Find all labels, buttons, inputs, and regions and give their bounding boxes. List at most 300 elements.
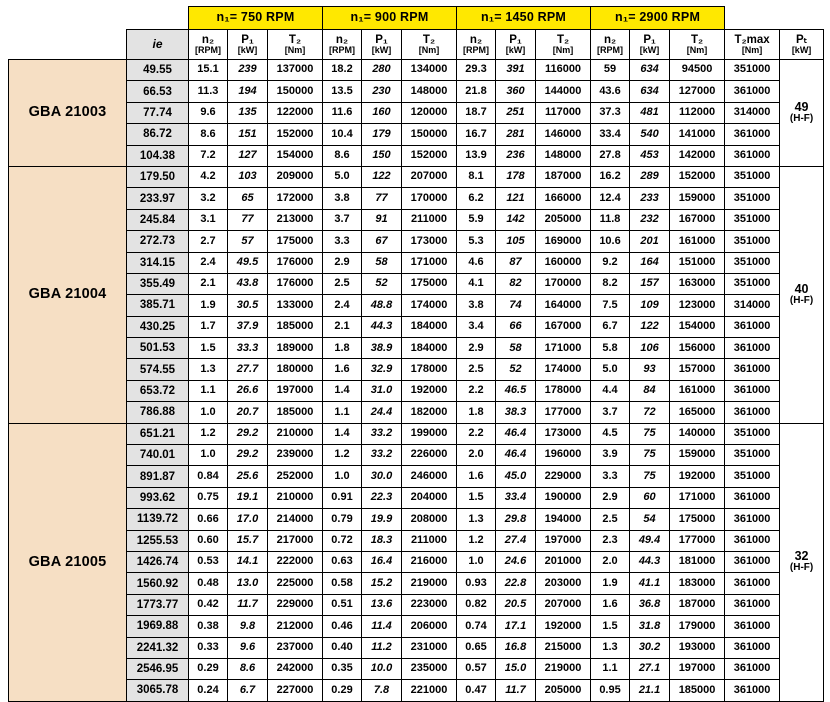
t2-cell-1450: 192000: [536, 616, 591, 637]
t2-cell-750: 252000: [268, 466, 323, 487]
n2-cell-750: 0.38: [189, 616, 228, 637]
t2-cell-1450: 171000: [536, 338, 591, 359]
n2-cell-2900: 4.4: [591, 380, 630, 401]
table-row: [9, 594, 824, 615]
speed-group-900: n₁= 900 RPM: [323, 7, 457, 30]
t2max-cell: 351000: [725, 166, 780, 187]
n2-unit-2900: [RPM]: [597, 44, 624, 55]
n2-cell-900: 3.7: [323, 209, 362, 230]
n2-cell-900: 2.5: [323, 273, 362, 294]
t2max-cell: 351000: [725, 209, 780, 230]
p1-cell-900: 7.8: [362, 680, 402, 701]
p1-cell-2900: 93: [630, 359, 670, 380]
ie-value-cell: 3065.78: [127, 680, 189, 701]
n2-cell-750: 0.75: [189, 487, 228, 508]
p1-cell-1450: 24.6: [496, 551, 536, 572]
ie-value-cell: 179.50: [127, 166, 189, 187]
p1-cell-2900: 540: [630, 124, 670, 145]
n2-cell-2900: 2.9: [591, 487, 630, 508]
t2-cell-2900: 167000: [670, 209, 725, 230]
p1-cell-900: 48.8: [362, 295, 402, 316]
n2-cell-900: 2.1: [323, 316, 362, 337]
p1-cell-1450: 178: [496, 166, 536, 187]
table-row: [9, 81, 824, 102]
t2-cell-2900: 94500: [670, 60, 725, 81]
n2-cell-750: 7.2: [189, 145, 228, 166]
table-row: [9, 102, 824, 123]
n2-cell-2900: 1.5: [591, 616, 630, 637]
p1-cell-1450: 16.8: [496, 637, 536, 658]
n2-cell-1450: 13.9: [457, 145, 496, 166]
p1-cell-750: 194: [228, 81, 268, 102]
p1-header-1450: [496, 30, 536, 60]
p1-cell-1450: 66: [496, 316, 536, 337]
p1-cell-750: 6.7: [228, 680, 268, 701]
table-header: [9, 7, 824, 60]
t2-cell-900: 207000: [402, 166, 457, 187]
n2-cell-900: 5.0: [323, 166, 362, 187]
n2-cell-2900: 3.9: [591, 445, 630, 466]
t2-cell-2900: 154000: [670, 316, 725, 337]
ie-value-cell: 1255.53: [127, 530, 189, 551]
ie-value-cell: 993.62: [127, 487, 189, 508]
speed-group-750: n₁= 750 RPM: [189, 7, 323, 30]
t2-cell-900: 173000: [402, 231, 457, 252]
t2max-cell: 351000: [725, 231, 780, 252]
n2-cell-750: 1.2: [189, 423, 228, 444]
p1-cell-750: 20.7: [228, 402, 268, 423]
n2-cell-750: 0.66: [189, 509, 228, 530]
t2-cell-2900: 152000: [670, 166, 725, 187]
t2-cell-1450: 219000: [536, 658, 591, 679]
t2-cell-900: 235000: [402, 658, 457, 679]
p1-cell-2900: 75: [630, 423, 670, 444]
ie-value-cell: 786.88: [127, 402, 189, 423]
n2-cell-2900: 8.2: [591, 273, 630, 294]
p1-cell-1450: 17.1: [496, 616, 536, 637]
gearbox-rating-table: [8, 6, 824, 702]
n2-cell-1450: 0.47: [457, 680, 496, 701]
ie-value-cell: 49.55: [127, 60, 189, 81]
n2-cell-900: 10.4: [323, 124, 362, 145]
p1-cell-1450: 121: [496, 188, 536, 209]
t2-cell-2900: 156000: [670, 338, 725, 359]
t2-cell-1450: 174000: [536, 359, 591, 380]
t2-label-1450: T₂: [556, 33, 570, 46]
n2-cell-900: 0.46: [323, 616, 362, 637]
t2-cell-900: 178000: [402, 359, 457, 380]
n2-cell-750: 2.1: [189, 273, 228, 294]
table-row: [9, 252, 824, 273]
table-row: [9, 359, 824, 380]
speed-group-2900: n₁= 2900 RPM: [591, 7, 725, 30]
p1-cell-900: 33.2: [362, 423, 402, 444]
n2-cell-900: 11.6: [323, 102, 362, 123]
p1-cell-1450: 87: [496, 252, 536, 273]
t2-cell-750: 176000: [268, 273, 323, 294]
t2-cell-750: 152000: [268, 124, 323, 145]
p1-cell-900: 13.6: [362, 594, 402, 615]
n2-cell-1450: 1.6: [457, 466, 496, 487]
n2-cell-750: 1.3: [189, 359, 228, 380]
table-row: [9, 295, 824, 316]
model-name-cell: GBA 21005: [9, 423, 127, 701]
t2-cell-2900: 112000: [670, 102, 725, 123]
t2max-cell: 361000: [725, 487, 780, 508]
table-body: [9, 60, 824, 702]
p1-cell-900: 24.4: [362, 402, 402, 423]
p1-cell-900: 52: [362, 273, 402, 294]
n2-header-2900: [591, 30, 630, 60]
table-row: [9, 145, 824, 166]
ie-value-cell: 651.21: [127, 423, 189, 444]
t2-cell-1450: 215000: [536, 637, 591, 658]
n2-unit-900: [RPM]: [329, 44, 355, 55]
n2-cell-2900: 2.5: [591, 509, 630, 530]
n2-cell-900: 0.35: [323, 658, 362, 679]
n2-cell-1450: 2.0: [457, 445, 496, 466]
p1-cell-900: 11.2: [362, 637, 402, 658]
p1-cell-2900: 72: [630, 402, 670, 423]
n2-cell-1450: 0.93: [457, 573, 496, 594]
t2max-cell: 361000: [725, 402, 780, 423]
t2max-unit: [Nm]: [741, 44, 763, 55]
p1-cell-900: 18.3: [362, 530, 402, 551]
p1-cell-2900: 481: [630, 102, 670, 123]
p1-cell-2900: 122: [630, 316, 670, 337]
t2max-cell: 361000: [725, 637, 780, 658]
n2-cell-900: 13.5: [323, 81, 362, 102]
n2-cell-750: 2.4: [189, 252, 228, 273]
ie-value-cell: 233.97: [127, 188, 189, 209]
ie-value-cell: 1773.77: [127, 594, 189, 615]
p1-header-750: [228, 30, 268, 60]
t2max-cell: 361000: [725, 616, 780, 637]
n2-cell-750: 0.84: [189, 466, 228, 487]
t2-header-900: [402, 30, 457, 60]
n2-cell-2900: 0.95: [591, 680, 630, 701]
t2-cell-1450: 197000: [536, 530, 591, 551]
t2-cell-900: 192000: [402, 380, 457, 401]
p1-cell-1450: 22.8: [496, 573, 536, 594]
p1-header-2900: [630, 30, 670, 60]
ie-value-cell: 1560.92: [127, 573, 189, 594]
t2-cell-1450: 148000: [536, 145, 591, 166]
p1-cell-750: 65: [228, 188, 268, 209]
p1-cell-2900: 60: [630, 487, 670, 508]
ie-value-cell: 1139.72: [127, 509, 189, 530]
n2-cell-750: 4.2: [189, 166, 228, 187]
n2-header-750: [189, 30, 228, 60]
t2-cell-1450: 190000: [536, 487, 591, 508]
p1-cell-750: 26.6: [228, 380, 268, 401]
table-row: [9, 551, 824, 572]
t2max-cell: 361000: [725, 594, 780, 615]
n2-cell-750: 1.9: [189, 295, 228, 316]
t2-cell-750: 227000: [268, 680, 323, 701]
header-spacer-right: [725, 7, 824, 30]
p1-cell-900: 160: [362, 102, 402, 123]
n2-cell-1450: 21.8: [457, 81, 496, 102]
t2-cell-1450: 146000: [536, 124, 591, 145]
t2max-label: T₂max: [734, 33, 770, 46]
ie-value-cell: 66.53: [127, 81, 189, 102]
n2-cell-750: 2.7: [189, 231, 228, 252]
t2-cell-750: 150000: [268, 81, 323, 102]
n2-cell-1450: 1.5: [457, 487, 496, 508]
pt-sub-label: (H-F): [789, 113, 814, 125]
p1-cell-750: 29.2: [228, 423, 268, 444]
table-row: [9, 509, 824, 530]
n2-cell-1450: 0.57: [457, 658, 496, 679]
p1-cell-2900: 75: [630, 445, 670, 466]
n2-cell-900: 0.40: [323, 637, 362, 658]
n2-header-900: [323, 30, 362, 60]
table-row: [9, 530, 824, 551]
p1-cell-900: 19.9: [362, 509, 402, 530]
n2-cell-2900: 16.2: [591, 166, 630, 187]
n2-cell-1450: 2.9: [457, 338, 496, 359]
p1-cell-1450: 46.4: [496, 445, 536, 466]
pt-value-cell: [780, 60, 824, 167]
n2-cell-900: 1.1: [323, 402, 362, 423]
p1-cell-1450: 20.5: [496, 594, 536, 615]
t2-cell-2900: 171000: [670, 487, 725, 508]
p1-cell-750: 11.7: [228, 594, 268, 615]
p1-cell-1450: 11.7: [496, 680, 536, 701]
ie-value-cell: 574.55: [127, 359, 189, 380]
t2-label-900: T₂: [422, 33, 436, 46]
p1-cell-900: 122: [362, 166, 402, 187]
column-header-row: [9, 30, 824, 60]
t2-cell-2900: 159000: [670, 445, 725, 466]
n2-cell-1450: 5.9: [457, 209, 496, 230]
p1-cell-1450: 251: [496, 102, 536, 123]
n2-cell-750: 0.24: [189, 680, 228, 701]
n2-cell-750: 3.2: [189, 188, 228, 209]
n2-unit-1450: [RPM]: [463, 44, 489, 55]
t2-cell-1450: 167000: [536, 316, 591, 337]
t2-cell-750: 185000: [268, 316, 323, 337]
p1-cell-1450: 74: [496, 295, 536, 316]
t2-cell-2900: 151000: [670, 252, 725, 273]
n2-label-900: n₂: [335, 33, 349, 46]
p1-cell-750: 15.7: [228, 530, 268, 551]
n2-cell-2900: 11.8: [591, 209, 630, 230]
n2-cell-1450: 4.6: [457, 252, 496, 273]
t2max-cell: 361000: [725, 509, 780, 530]
n2-cell-1450: 1.2: [457, 530, 496, 551]
n2-cell-2900: 4.5: [591, 423, 630, 444]
n2-cell-1450: 1.3: [457, 509, 496, 530]
n2-cell-900: 2.4: [323, 295, 362, 316]
p1-cell-2900: 233: [630, 188, 670, 209]
n2-cell-1450: 5.3: [457, 231, 496, 252]
t2-cell-1450: 187000: [536, 166, 591, 187]
ie-value-cell: 1969.88: [127, 616, 189, 637]
t2-cell-1450: 173000: [536, 423, 591, 444]
t2max-cell: 351000: [725, 188, 780, 209]
p1-cell-900: 179: [362, 124, 402, 145]
p1-cell-2900: 453: [630, 145, 670, 166]
p1-cell-750: 8.6: [228, 658, 268, 679]
p1-cell-1450: 360: [496, 81, 536, 102]
n2-cell-900: 1.6: [323, 359, 362, 380]
ie-value-cell: 104.38: [127, 145, 189, 166]
t2max-cell: 361000: [725, 359, 780, 380]
n2-cell-1450: 0.74: [457, 616, 496, 637]
p1-cell-900: 91: [362, 209, 402, 230]
p1-unit-750: [kW]: [237, 44, 258, 55]
p1-cell-900: 32.9: [362, 359, 402, 380]
t2-cell-2900: 192000: [670, 466, 725, 487]
p1-unit-1450: [kW]: [505, 44, 526, 55]
t2-cell-1450: 194000: [536, 509, 591, 530]
n2-cell-900: 0.91: [323, 487, 362, 508]
t2max-cell: 351000: [725, 445, 780, 466]
t2-cell-900: 211000: [402, 530, 457, 551]
p1-header-900: [362, 30, 402, 60]
t2-cell-900: 148000: [402, 81, 457, 102]
n2-cell-900: 1.8: [323, 338, 362, 359]
table-row: [9, 573, 824, 594]
p1-cell-900: 230: [362, 81, 402, 102]
n2-cell-750: 0.42: [189, 594, 228, 615]
t2-cell-900: 219000: [402, 573, 457, 594]
n2-cell-2900: 1.9: [591, 573, 630, 594]
p1-cell-750: 13.0: [228, 573, 268, 594]
pt-label: Pₜ: [796, 33, 808, 46]
p1-cell-1450: 105: [496, 231, 536, 252]
t2-cell-900: 231000: [402, 637, 457, 658]
p1-cell-2900: 30.2: [630, 637, 670, 658]
p1-cell-750: 103: [228, 166, 268, 187]
table-row: [9, 680, 824, 701]
t2max-cell: 361000: [725, 658, 780, 679]
p1-cell-900: 10.0: [362, 658, 402, 679]
t2-cell-1450: 164000: [536, 295, 591, 316]
n2-cell-900: 0.72: [323, 530, 362, 551]
n2-cell-1450: 2.2: [457, 423, 496, 444]
n2-cell-1450: 0.65: [457, 637, 496, 658]
n2-cell-1450: 6.2: [457, 188, 496, 209]
n2-cell-1450: 3.4: [457, 316, 496, 337]
n2-label-1450: n₂: [469, 33, 483, 46]
t2-cell-1450: 166000: [536, 188, 591, 209]
n2-cell-2900: 1.3: [591, 637, 630, 658]
header-spacer: [9, 7, 189, 30]
t2-label-750: T₂: [288, 33, 302, 46]
t2-cell-750: 225000: [268, 573, 323, 594]
ie-value-cell: 501.53: [127, 338, 189, 359]
t2-header-750: [268, 30, 323, 60]
n2-cell-750: 1.5: [189, 338, 228, 359]
p1-cell-750: 77: [228, 209, 268, 230]
t2max-cell: 351000: [725, 423, 780, 444]
p1-cell-2900: 31.8: [630, 616, 670, 637]
table-row: [9, 316, 824, 337]
n2-cell-900: 3.3: [323, 231, 362, 252]
t2-cell-900: 120000: [402, 102, 457, 123]
n2-cell-750: 9.6: [189, 102, 228, 123]
t2-cell-750: 242000: [268, 658, 323, 679]
t2-cell-900: 246000: [402, 466, 457, 487]
t2-cell-900: 199000: [402, 423, 457, 444]
p1-cell-2900: 54: [630, 509, 670, 530]
ie-value-cell: 740.01: [127, 445, 189, 466]
n2-cell-750: 0.48: [189, 573, 228, 594]
t2max-cell: 351000: [725, 252, 780, 273]
p1-cell-900: 67: [362, 231, 402, 252]
ie-value-cell: 245.84: [127, 209, 189, 230]
t2-cell-750: 189000: [268, 338, 323, 359]
t2-cell-750: 237000: [268, 637, 323, 658]
t2-cell-900: 223000: [402, 594, 457, 615]
n2-unit-750: [RPM]: [195, 44, 221, 55]
p1-cell-2900: 49.4: [630, 530, 670, 551]
t2max-cell: 361000: [725, 380, 780, 401]
p1-cell-900: 33.2: [362, 445, 402, 466]
t2-cell-900: 206000: [402, 616, 457, 637]
n2-cell-900: 0.58: [323, 573, 362, 594]
p1-cell-750: 9.8: [228, 616, 268, 637]
n2-cell-2900: 3.3: [591, 466, 630, 487]
t2max-cell: 361000: [725, 551, 780, 572]
speed-group-1450: n₁= 1450 RPM: [457, 7, 591, 30]
n2-cell-750: 1.0: [189, 402, 228, 423]
table-row: [9, 273, 824, 294]
n2-cell-900: 0.29: [323, 680, 362, 701]
p1-cell-2900: 289: [630, 166, 670, 187]
t2-cell-2900: 123000: [670, 295, 725, 316]
n2-cell-750: 0.60: [189, 530, 228, 551]
table-row: [9, 637, 824, 658]
p1-cell-1450: 82: [496, 273, 536, 294]
n2-cell-2900: 5.0: [591, 359, 630, 380]
p1-cell-1450: 46.4: [496, 423, 536, 444]
n2-label-750: n₂: [201, 33, 215, 46]
speed-group-header-row: [9, 7, 824, 30]
ie-column-header: ie: [127, 30, 189, 60]
ie-value-cell: 272.73: [127, 231, 189, 252]
table-row: [9, 616, 824, 637]
t2-cell-2900: 179000: [670, 616, 725, 637]
t2max-cell: 361000: [725, 316, 780, 337]
t2-cell-2900: 157000: [670, 359, 725, 380]
t2-cell-750: 133000: [268, 295, 323, 316]
t2-cell-2900: 197000: [670, 658, 725, 679]
t2-cell-2900: 175000: [670, 509, 725, 530]
t2max-cell: 314000: [725, 102, 780, 123]
ie-value-cell: 653.72: [127, 380, 189, 401]
pt-header: [780, 30, 824, 60]
p1-cell-900: 150: [362, 145, 402, 166]
p1-cell-750: 37.9: [228, 316, 268, 337]
t2-cell-1450: 160000: [536, 252, 591, 273]
t2-cell-1450: 178000: [536, 380, 591, 401]
n2-cell-2900: 1.1: [591, 658, 630, 679]
t2-cell-1450: 170000: [536, 273, 591, 294]
pt-sub-label: (H-F): [789, 562, 814, 574]
p1-cell-2900: 109: [630, 295, 670, 316]
n2-cell-1450: 18.7: [457, 102, 496, 123]
p1-label-900: P₁: [375, 33, 388, 46]
ie-value-cell: 355.49: [127, 273, 189, 294]
n2-cell-1450: 4.1: [457, 273, 496, 294]
ie-value-cell: 891.87: [127, 466, 189, 487]
n2-cell-2900: 12.4: [591, 188, 630, 209]
t2-cell-750: 209000: [268, 166, 323, 187]
